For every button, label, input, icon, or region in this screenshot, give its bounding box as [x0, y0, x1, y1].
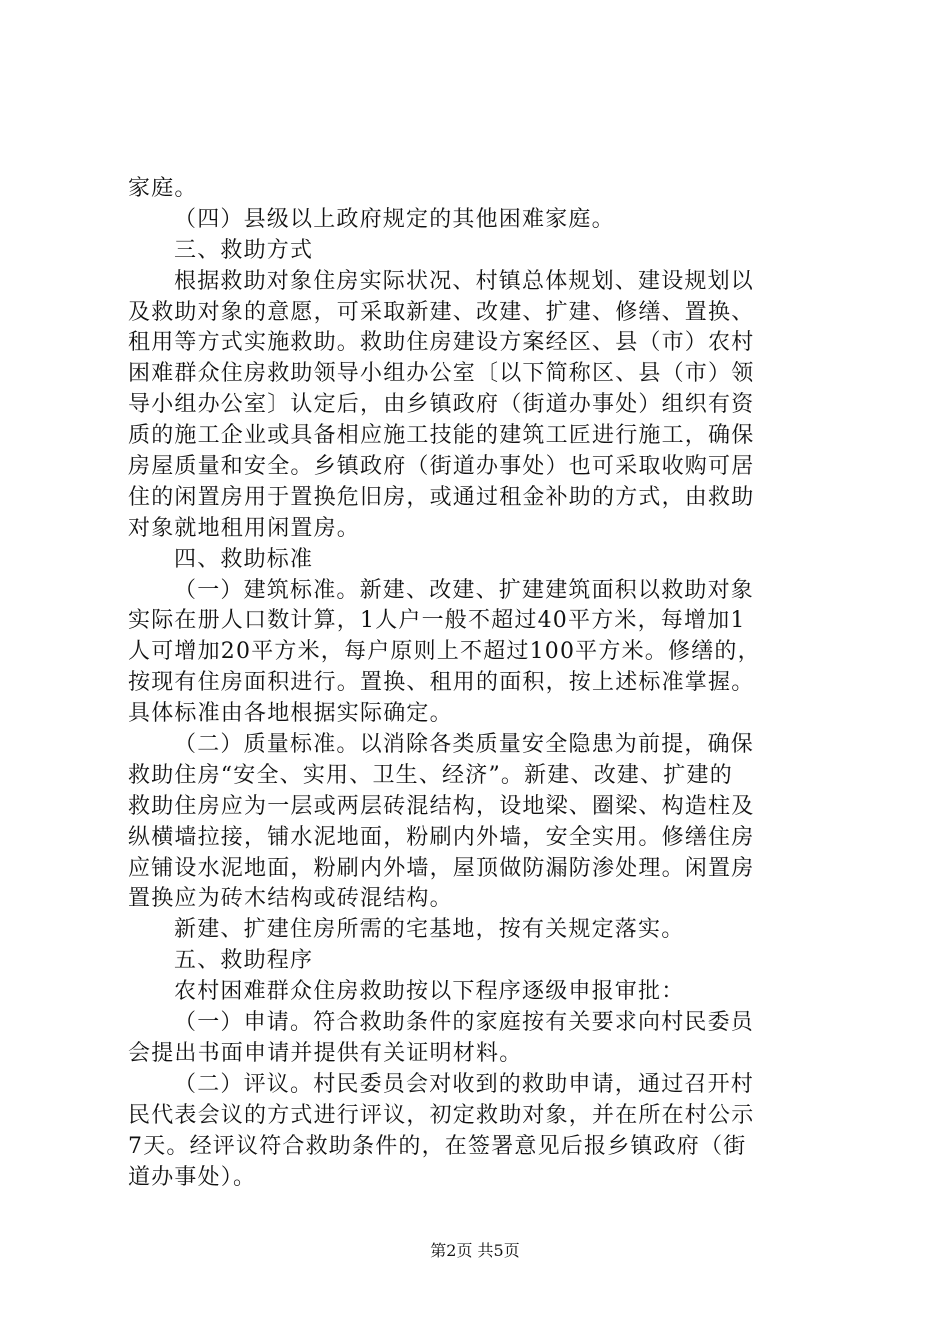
body-line: 道办事处）。	[128, 1164, 257, 1190]
body-line: 租用等方式实施救助。救助住房建设方案经区、县（市）农村	[128, 330, 755, 356]
section-heading: 四、救助标准	[174, 546, 314, 572]
body-line: 实际在册人口数计算，1人户一般不超过40平方米，每增加1	[128, 608, 746, 634]
body-line: （二）评议。村民委员会对收到的救助申请，通过召开村	[174, 1071, 755, 1097]
body-line: 按现有住房面积进行。置换、租用的面积，按上述标准掌握。	[128, 670, 755, 696]
body-line: 及救助对象的意愿，可采取新建、改建、扩建、修缮、置换、	[128, 299, 755, 325]
section-heading: 三、救助方式	[174, 237, 314, 263]
body-line: 7天。经评议符合救助条件的，在签署意见后报乡镇政府（街	[128, 1133, 747, 1159]
body-line: 质的施工企业或具备相应施工技能的建筑工匠进行施工，确保	[128, 423, 755, 449]
page-number-footer: 第2页 共5页	[430, 1241, 520, 1260]
body-line: 置换应为砖木结构或砖混结构。	[128, 886, 453, 912]
body-line: 具体标准由各地根据实际确定。	[128, 701, 453, 727]
body-line: （二）质量标准。以消除各类质量安全隐患为前提，确保	[174, 732, 755, 758]
body-line: 应铺设水泥地面，粉刷内外墙，屋顶做防漏防渗处理。闲置房	[128, 855, 755, 881]
body-line: 导小组办公室〕认定后，由乡镇政府（街道办事处）组织有资	[128, 392, 755, 418]
body-line: 会提出书面申请并提供有关证明材料。	[128, 1040, 523, 1066]
body-line: 房屋质量和安全。乡镇政府（街道办事处）也可采取收购可居	[128, 454, 755, 480]
body-line: （四）县级以上政府规定的其他困难家庭。	[174, 206, 615, 232]
body-line: 困难群众住房救助领导小组办公室〔以下简称区、县（市）领	[128, 361, 755, 387]
body-line: （一）申请。符合救助条件的家庭按有关要求向村民委员	[174, 1010, 755, 1036]
body-line: 民代表会议的方式进行评议，初定救助对象，并在所在村公示	[128, 1102, 755, 1128]
body-line: 住的闲置房用于置换危旧房，或通过租金补助的方式，由救助	[128, 484, 755, 510]
body-line: 对象就地租用闲置房。	[128, 515, 361, 541]
body-line: 农村困难群众住房救助按以下程序逐级申报审批：	[174, 979, 685, 1005]
body-line: 新建、扩建住房所需的宅基地，按有关规定落实。	[174, 917, 685, 943]
body-line: 根据救助对象住房实际状况、村镇总体规划、建设规划以	[174, 268, 755, 294]
document-body	[128, 174, 828, 1193]
body-line: 纵横墙拉接，铺水泥地面，粉刷内外墙，安全实用。修缮住房	[128, 824, 755, 850]
body-line: 人可增加20平方米，每户原则上不超过100平方米。修缮的，	[128, 639, 761, 665]
section-heading: 五、救助程序	[174, 948, 314, 974]
body-line: 救助住房“安全、实用、卫生、经济”。新建、改建、扩建的	[128, 762, 733, 788]
body-line: （一）建筑标准。新建、改建、扩建建筑面积以救助对象	[174, 577, 755, 603]
body-line: 家庭。	[128, 176, 198, 201]
body-line: 救助住房应为一层或两层砖混结构，设地梁、圈梁、构造柱及	[128, 793, 755, 819]
